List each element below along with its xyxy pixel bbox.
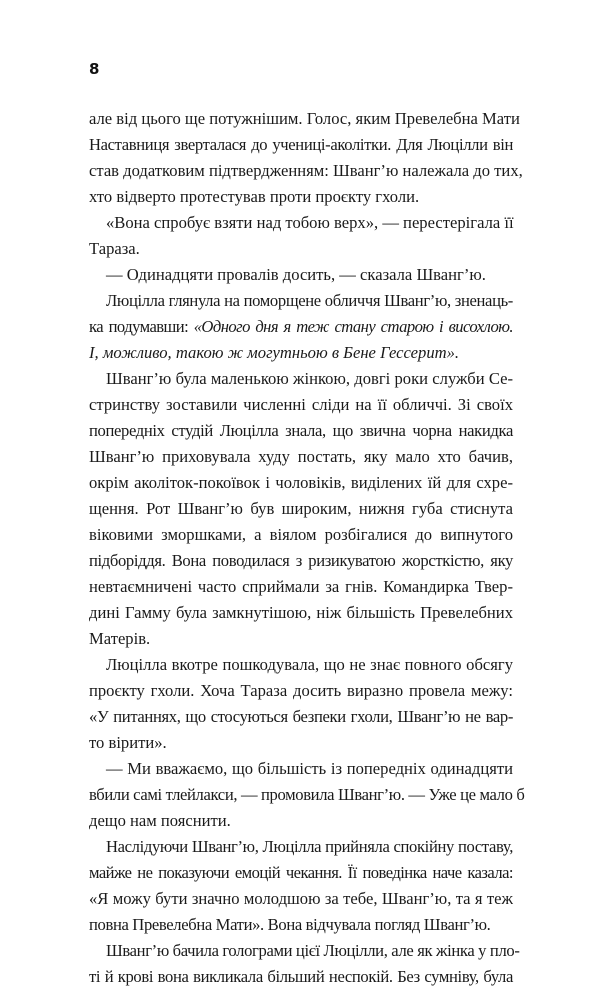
text-line: але від цього ще потужнішим. Голос, яким Превелебна Мати (89, 109, 520, 128)
text-line: — Ми вважаємо, що більшість із попередніх одинадцяти (106, 759, 513, 778)
text-line: «Я можу бути значно молодшою за тебе, Шванг’ю, та я теж (89, 889, 513, 908)
text-line: стринству зоставили численні сліди на її обличчі. Зі своїх (89, 395, 513, 414)
page-number: 8 (89, 60, 100, 78)
paragraph (89, 652, 513, 756)
text-line: підборіддя. Вона поводилася з ризикуватою жорсткістю, яку (89, 551, 513, 570)
text-line: Наставниця зверталася до учениці-аколітки. Для Люцілли він (89, 135, 513, 154)
text-line: Тараза. (89, 239, 140, 258)
text-line: дещо нам пояснити. (89, 811, 231, 830)
text-line: Люцілла глянула на поморщене обличчя Шванг’ю, зненаць- (106, 291, 513, 310)
text-line: невтаємничені часто сприймали за гнів. Командирка Твер- (89, 577, 513, 596)
paragraph (89, 756, 525, 834)
text-line: дині Гамму була замкнутішою, ніж більшість Превелебних (89, 603, 513, 622)
text-line (89, 340, 513, 366)
text-line: Наслідуючи Шванг’ю, Люцілла прийняла спокійну поставу, (106, 837, 513, 856)
text-line: майже не показуючи емоцій чекання. Її поведінка наче казала: (89, 863, 513, 882)
text-line: Шванг’ю бачила голограми цієї Люцілли, але як жінка у пло- (106, 941, 520, 960)
italic-thought: І, можливо, такою ж могутньою в Бене Гессерит». (89, 343, 460, 362)
text-line: «Вона спробує взяти над тобою верх», — перестерігала її (106, 213, 514, 232)
text-line: «У питаннях, що стосуються безпеки гхоли, Шванг’ю не вар- (89, 707, 513, 726)
text-line: хто відверто протестував проти проєкту гхоли. (89, 187, 420, 206)
text-line: окрім аколіток-покоївок і чоловіків, виділених їй для схре- (89, 473, 513, 492)
text-line: Матерів. (89, 629, 151, 648)
paragraph (89, 210, 513, 262)
paragraph (89, 938, 520, 990)
text-line: повна Превелебна Мати». Вона відчувала погляд Шванг’ю. (89, 915, 491, 934)
text-line: попередніх студій Люцілла знала, що звична чорна накидка (89, 421, 513, 440)
paragraph (89, 288, 513, 366)
text-line: щення. Рот Шванг’ю був широким, нижня губа стиснута (89, 499, 513, 518)
text-line: Шванг’ю приховувала худу постать, яку мало хто бачив, (89, 447, 513, 466)
italic-thought: «Одного дня я теж стану старою і висохлою. (193, 317, 513, 336)
text-line (89, 314, 513, 340)
body-text (89, 106, 525, 990)
paragraph (89, 834, 513, 938)
text-line: вбили самі тлейлакси, — промовила Шванг’ю. — Уже це мало б (89, 785, 525, 804)
text-line: то вірити». (89, 733, 167, 752)
text-line: ті й крові вона викликала більший неспокій. Без сумніву, була (89, 967, 513, 986)
text-line: став додатковим підтвердженням: Шванг’ю належала до тих, (89, 161, 523, 180)
text-span: ка подумавши: (89, 317, 194, 336)
paragraph (89, 106, 523, 210)
text-line: Шванг’ю була маленькою жінкою, довгі роки служби Се- (106, 369, 513, 388)
paragraph (89, 366, 513, 652)
text-line: Люцілла вкотре пошкодувала, що не знає повного обсягу (106, 655, 513, 674)
text-line: віковими зморшками, а віялом розбігалися до випнутого (89, 525, 513, 544)
text-line: проєкту гхоли. Хоча Тараза досить виразно провела межу: (89, 681, 513, 700)
paragraph (89, 262, 513, 288)
text-line: — Одинадцяти провалів досить, — сказала Шванг’ю. (106, 265, 486, 284)
